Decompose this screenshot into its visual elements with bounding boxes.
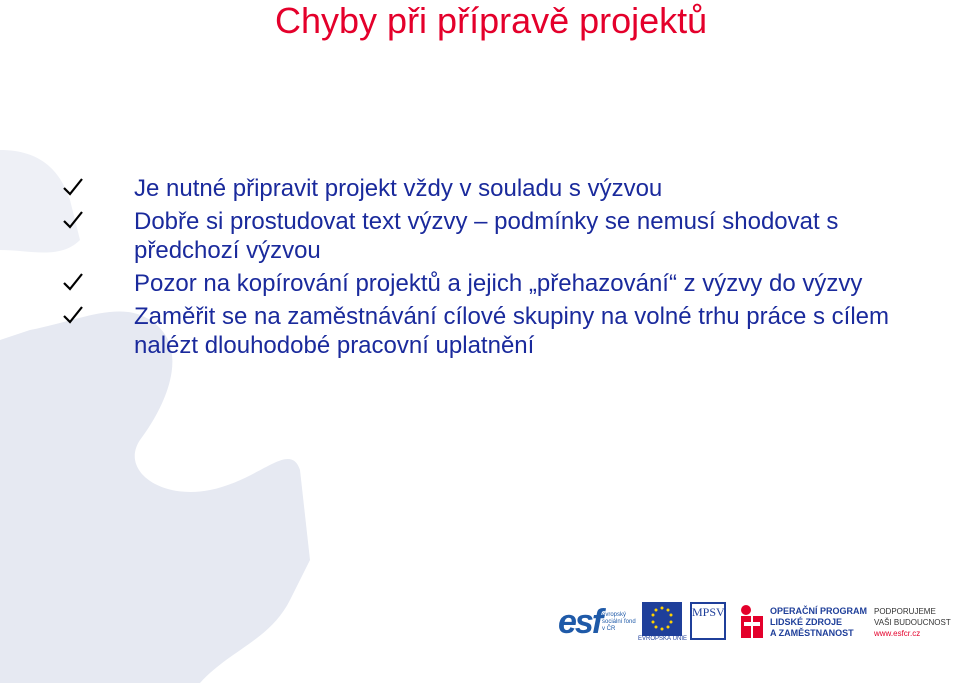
op-line: A ZAMĚSTNANOST [770, 628, 854, 638]
bullet-list [0, 174, 959, 360]
op-lzz-logo [738, 604, 766, 640]
mpsv-logo: MPSV [690, 602, 726, 640]
checkmark-icon [62, 304, 84, 326]
slogan-line: VAŠI BUDOUCNOST [874, 618, 951, 627]
eu-flag-icon [642, 602, 682, 636]
op-line: LIDSKÉ ZDROJE [770, 617, 843, 627]
checkmark-icon [62, 176, 84, 198]
eu-caption: EVROPSKÁ UNIE [638, 636, 688, 642]
bullet-text: Dobře si prostudovat text výzvy – podmínky se nemusí shodovat s předchozí výzvou [134, 208, 839, 264]
bullet-item [0, 174, 959, 203]
footer-logos [558, 598, 951, 646]
bullet-text: Zaměřit se na zaměstnávání cílové skupiny na volné trhu práce s cílem nalézt dlouhodobé pracovní uplatnění [134, 303, 890, 359]
checkmark-icon [62, 209, 84, 231]
esf-logo [558, 604, 638, 642]
bullet-item [0, 302, 959, 360]
bullet-text: Pozor na kopírování projektů a jejich „přehazování“ z výzvy do výzvy [134, 270, 863, 297]
page-title: Chyby při přípravě projektů [275, 0, 708, 41]
esf-caption: evropský sociální fond v ČR [602, 612, 636, 632]
bullet-text: Je nutné připravit projekt vždy v souladu s výzvou [134, 175, 663, 202]
support-slogan [874, 606, 951, 639]
checkmark-icon [62, 271, 84, 293]
bullet-item [0, 207, 959, 265]
op-program-text [770, 606, 867, 639]
slogan-line: PODPORUJEME [874, 607, 936, 616]
op-line: OPERAČNÍ PROGRAM [770, 606, 868, 616]
bullet-item [0, 269, 959, 298]
esf-url: www.esfcr.cz [874, 629, 921, 638]
esf-mark: esf [558, 603, 602, 641]
